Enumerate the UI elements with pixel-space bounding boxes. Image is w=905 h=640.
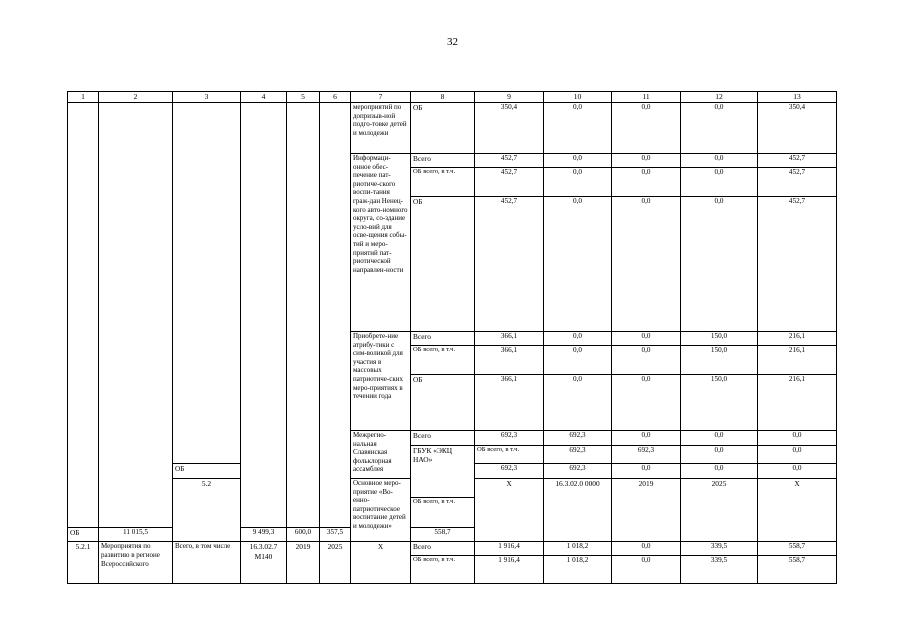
value-cell: 0,0	[544, 346, 612, 375]
value-cell: 452,7	[758, 154, 837, 168]
table-row	[68, 103, 837, 154]
measure-name: Мероприятия по развитию в регионе Всероссийского	[99, 542, 173, 584]
col-header: 3	[173, 92, 241, 103]
value-cell: 452,7	[758, 168, 837, 197]
value-cell: 1 018,2	[544, 542, 612, 556]
value-cell: 216,1	[758, 332, 837, 346]
event-name: Приобрете-ние атрибу-тики с сим-воликой для участия в массовых патриотиче-ских меро-приятиях в течении года	[351, 332, 411, 431]
col-header: 6	[320, 92, 351, 103]
value-cell: 1 916,4	[475, 556, 544, 584]
value-cell: 350,4	[758, 103, 837, 154]
value-cell: 558,7	[758, 542, 837, 556]
col-header: 13	[758, 92, 837, 103]
value-cell: 0,0	[681, 154, 758, 168]
col-header: 9	[475, 92, 544, 103]
empty-cell	[68, 103, 99, 528]
budget-table	[67, 91, 837, 584]
col-header: 10	[544, 92, 612, 103]
end-year: 2025	[320, 542, 351, 584]
value-cell: 350,4	[475, 103, 544, 154]
value-cell: 366,1	[475, 346, 544, 375]
value-cell: 150,0	[681, 375, 758, 431]
source-cell: ОБ	[68, 528, 99, 542]
value-cell: 692,3	[475, 431, 544, 446]
source-cell: ОБ всего, в т.ч.	[411, 498, 475, 528]
value-cell: 216,1	[758, 375, 837, 431]
table-row	[68, 542, 837, 556]
page-number: 32	[447, 36, 458, 48]
value-cell: 0,0	[681, 464, 758, 479]
col-header: 1	[68, 92, 99, 103]
value-cell: 216,1	[758, 346, 837, 375]
value-cell: 452,7	[758, 197, 837, 332]
value-cell: 0,0	[681, 168, 758, 197]
value-cell: 0,0	[612, 542, 681, 556]
value-cell: 357,5	[320, 528, 351, 542]
value-cell: 1 916,4	[475, 542, 544, 556]
value-cell: 0,0	[681, 197, 758, 332]
value-cell: 0,0	[544, 154, 612, 168]
value-cell: 339,5	[681, 542, 758, 556]
event-name: Х	[758, 479, 837, 542]
value-cell: 692,3	[612, 446, 681, 464]
value-cell: 11 015,5	[99, 528, 173, 542]
budget-code: 16.3.02.7 М140	[241, 542, 287, 584]
col-header: 12	[681, 92, 758, 103]
value-cell: 692,3	[544, 464, 612, 479]
value-cell: 0,0	[681, 446, 758, 464]
value-cell: 366,1	[475, 332, 544, 346]
empty-cell	[173, 103, 241, 464]
source-cell: ОБ	[411, 103, 475, 154]
event-name: Межрегио-нальная Славянская фольклорная ассамблея	[351, 431, 411, 479]
value-cell: 0,0	[544, 332, 612, 346]
value-cell: 558,7	[411, 528, 475, 542]
col-header: 11	[612, 92, 681, 103]
value-cell: 0,0	[612, 464, 681, 479]
source-cell: Всего	[411, 332, 475, 346]
value-cell: 0,0	[758, 464, 837, 479]
executor-cell: ГБУК «ЭКЦ НАО»	[411, 446, 475, 498]
value-cell: 0,0	[544, 168, 612, 197]
source-cell: ОБ всего, в т.ч.	[411, 168, 475, 197]
value-cell: 600,0	[287, 528, 320, 542]
value-cell: 452,7	[475, 168, 544, 197]
row-number: 5.2.1	[68, 542, 99, 584]
value-cell: 692,3	[544, 431, 612, 446]
value-cell: 0,0	[612, 154, 681, 168]
source-cell: ОБ	[411, 197, 475, 332]
measure-name: Основное меро-приятие «Во-енно-патриотическое воспитание детей и молодежи»	[351, 479, 411, 542]
event-name: Информаци-онное обес-печение пат-риотиче-ского воспи-тания граж-дан Ненец-кого авто-номного округа, со-здание усло-вий для осве-щения собы-тий и меро-приятий пат-риотической направлен-ности	[351, 154, 411, 332]
value-cell: 692,3	[544, 446, 612, 464]
value-cell: 0,0	[612, 103, 681, 154]
start-year: 2019	[287, 542, 320, 584]
source-cell: ОБ	[411, 375, 475, 431]
col-header: 4	[241, 92, 287, 103]
value-cell: 0,0	[758, 431, 837, 446]
value-cell: 0,0	[544, 375, 612, 431]
col-header: 8	[411, 92, 475, 103]
value-cell: 150,0	[681, 332, 758, 346]
empty-cell	[287, 103, 320, 528]
value-cell: 0,0	[612, 346, 681, 375]
event-name: мероприятий по допризыв-ной подго-товке детей и молодежи	[351, 103, 411, 154]
value-cell: 0,0	[612, 197, 681, 332]
col-header: 7	[351, 92, 411, 103]
empty-cell	[320, 103, 351, 528]
value-cell: 0,0	[681, 103, 758, 154]
start-year: 2019	[612, 479, 681, 542]
empty-cell	[241, 103, 287, 528]
value-cell: 9 499,3	[241, 528, 287, 542]
empty-cell	[99, 103, 173, 528]
executor-cell: Х	[475, 479, 544, 542]
value-cell: 692,3	[475, 464, 544, 479]
source-cell: ОБ всего, в т.ч.	[411, 346, 475, 375]
source-cell: Всего	[411, 431, 475, 446]
value-cell: 150,0	[681, 346, 758, 375]
value-cell: 558,7	[758, 556, 837, 584]
col-header: 5	[287, 92, 320, 103]
value-cell: 452,7	[475, 197, 544, 332]
executor-cell: Всего, в том числе	[173, 542, 241, 584]
value-cell: 0,0	[544, 197, 612, 332]
column-number-row	[68, 92, 837, 103]
source-cell: Всего	[411, 154, 475, 168]
value-cell: 0,0	[612, 375, 681, 431]
source-cell: ОБ всего, в т.ч.	[411, 556, 475, 584]
value-cell: 366,1	[475, 375, 544, 431]
source-cell: Всего	[411, 542, 475, 556]
value-cell: 0,0	[612, 556, 681, 584]
value-cell: 0,0	[612, 168, 681, 197]
value-cell: 0,0	[758, 446, 837, 464]
source-cell: ОБ	[173, 464, 241, 479]
source-cell: ОБ всего, в т.ч.	[475, 446, 544, 464]
value-cell: 0,0	[544, 103, 612, 154]
end-year: 2025	[681, 479, 758, 542]
event-name: Х	[351, 542, 411, 584]
value-cell: 0,0	[612, 431, 681, 446]
value-cell: 452,7	[475, 154, 544, 168]
value-cell: 1 018,2	[544, 556, 612, 584]
value-cell: 0,0	[612, 332, 681, 346]
row-number: 5.2	[173, 479, 241, 542]
col-header: 2	[99, 92, 173, 103]
value-cell: 0,0	[681, 431, 758, 446]
value-cell: 339,5	[681, 556, 758, 584]
budget-code: 16.3.02.0 0000	[544, 479, 612, 542]
